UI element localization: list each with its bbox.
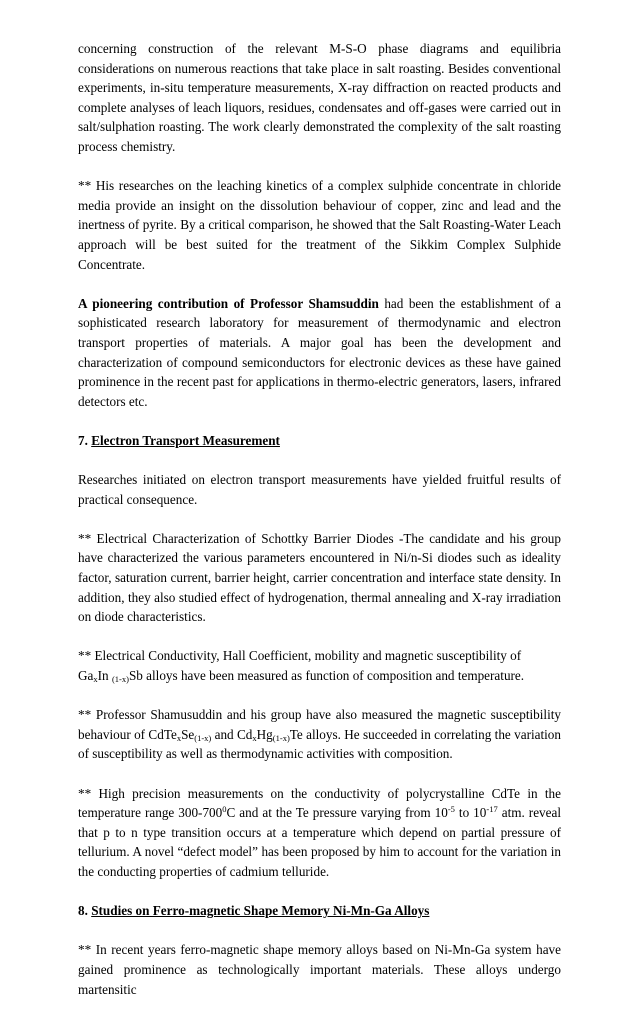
pioneering-contribution-bold: A pioneering contribution of Professor Shamsuddin <box>78 295 379 311</box>
section-number-7: 7. <box>78 432 92 448</box>
cdte-part2: C and at the Te pressure varying from 10 <box>226 805 448 821</box>
section-title-7: Electron Transport Measurement <box>91 432 280 448</box>
section-title-8: Studies on Ferro-magnetic Shape Memory Ni-Mn-Ga Alloys <box>91 903 430 919</box>
paragraph-shape-memory-alloys: ** In recent years ferro-magnetic shape memory alloys based on Ni-Mn-Ga system have gained prominence as technologically important materials. These alloys undergo martensitic <box>78 942 561 997</box>
document-page <box>78 39 561 1019</box>
gainsb-line1: ** Electrical Conductivity, Hall Coefficient, mobility and magnetic susceptibility of <box>78 648 522 664</box>
paragraph-gainsb-alloys <box>78 646 561 685</box>
paragraph-salt-roasting: concerning construction of the relevant M-S-O phase diagrams and equilibria considerations on numerous reactions that take place in salt roasting. Besides conventional experiments, in-situ temperature measurements, X-ray diffraction on reacted products and complete analyses of leach liquors, residues, condensates and off-gases were carried out in salt/sulphation roasting. The work clearly demonstrated the complexity of the salt roasting process chemistry. <box>78 41 561 154</box>
paragraph-leaching-kinetics: ** His researches on the leaching kinetics of a complex sulphide concentrate in chloride media provide an insight on the dissolution behaviour of copper, zinc and lead and the inertness of pyrite. By a critical comparison, he showed that the Salt Roasting-Water Leach approach will be best suited for the treatment of the Sikkim Complex Sulphide Concentrate. <box>78 178 561 272</box>
susceptibility-sub1: x <box>176 732 182 743</box>
cdte-part4: atm. reveal that p to n type transition occurs at a temperature which depend on partial pressure of tellurium. A novel “defect model” has been proposed by him to account for the variation in the conducting properties of cadmium telluride. <box>78 805 562 879</box>
susceptibility-part2: Se <box>181 726 195 742</box>
susceptibility-part5: Te alloys. He succeeded in correlating the variation of susceptibility as well as thermodynamic activities with composition. <box>78 726 561 762</box>
section-heading-8 <box>78 901 561 921</box>
paragraph-schottky-diodes: ** Electrical Characterization of Schottky Barrier Diodes -The candidate and his group have characterized the various parameters encountered in Ni/n-Si diodes such as ideality factor, saturation current, barrier height, carrier concentration and interface state density. In addition, they also studied effect of hydrogenation, thermal annealing and X-ray irradiation on diode characteristics. <box>78 530 561 625</box>
paragraph-pioneering-contribution <box>78 294 561 412</box>
susceptibility-sub4: (1-x) <box>272 732 290 743</box>
susceptibility-part4: Hg <box>256 726 273 742</box>
section-number-8: 8. <box>78 903 92 919</box>
gainsb-in: In <box>97 668 112 683</box>
gainsb-in-sub: (1-x) <box>111 674 129 684</box>
section-heading-7 <box>78 431 561 451</box>
susceptibility-part3: and Cd <box>211 726 253 742</box>
cdte-part3: to 10 <box>454 805 487 821</box>
paragraph-cdte-conductivity <box>78 784 561 882</box>
susceptibility-part1: ** Professor Shamusuddin and his group have also measured the magnetic susceptibility behaviour of CdTe <box>78 707 561 742</box>
pioneering-contribution-text: had been the establishment of a sophisticated research laboratory for measurement of thermodynamic and electron transport properties of materials. A major goal has been the development and characterization of compound semiconductors for electronic devices as these have gained prominence in the recent past for applications in thermo-electric generators, lasers, infrared detectors etc. <box>78 295 562 409</box>
susceptibility-sub3: x <box>252 732 257 743</box>
gainsb-rest: Sb alloys have been measured as function of composition and temperature. <box>128 668 525 683</box>
cdte-sup1: 0 <box>222 804 227 815</box>
gainsb-ga: Ga <box>78 668 94 683</box>
cdte-sup3: -17 <box>486 804 498 815</box>
cdte-part1: ** High precision measurements on the conductivity of polycrystalline CdTe in the temperature range 300-700 <box>78 785 561 821</box>
paragraph-magnetic-susceptibility <box>78 705 561 764</box>
paragraph-electron-transport-intro: Researches initiated on electron transport measurements have yielded fruitful results of practical consequence. <box>78 472 561 507</box>
cdte-sup2: -5 <box>447 804 455 815</box>
gainsb-ga-sub: x <box>93 674 98 684</box>
susceptibility-sub2: (1-x) <box>194 732 212 743</box>
